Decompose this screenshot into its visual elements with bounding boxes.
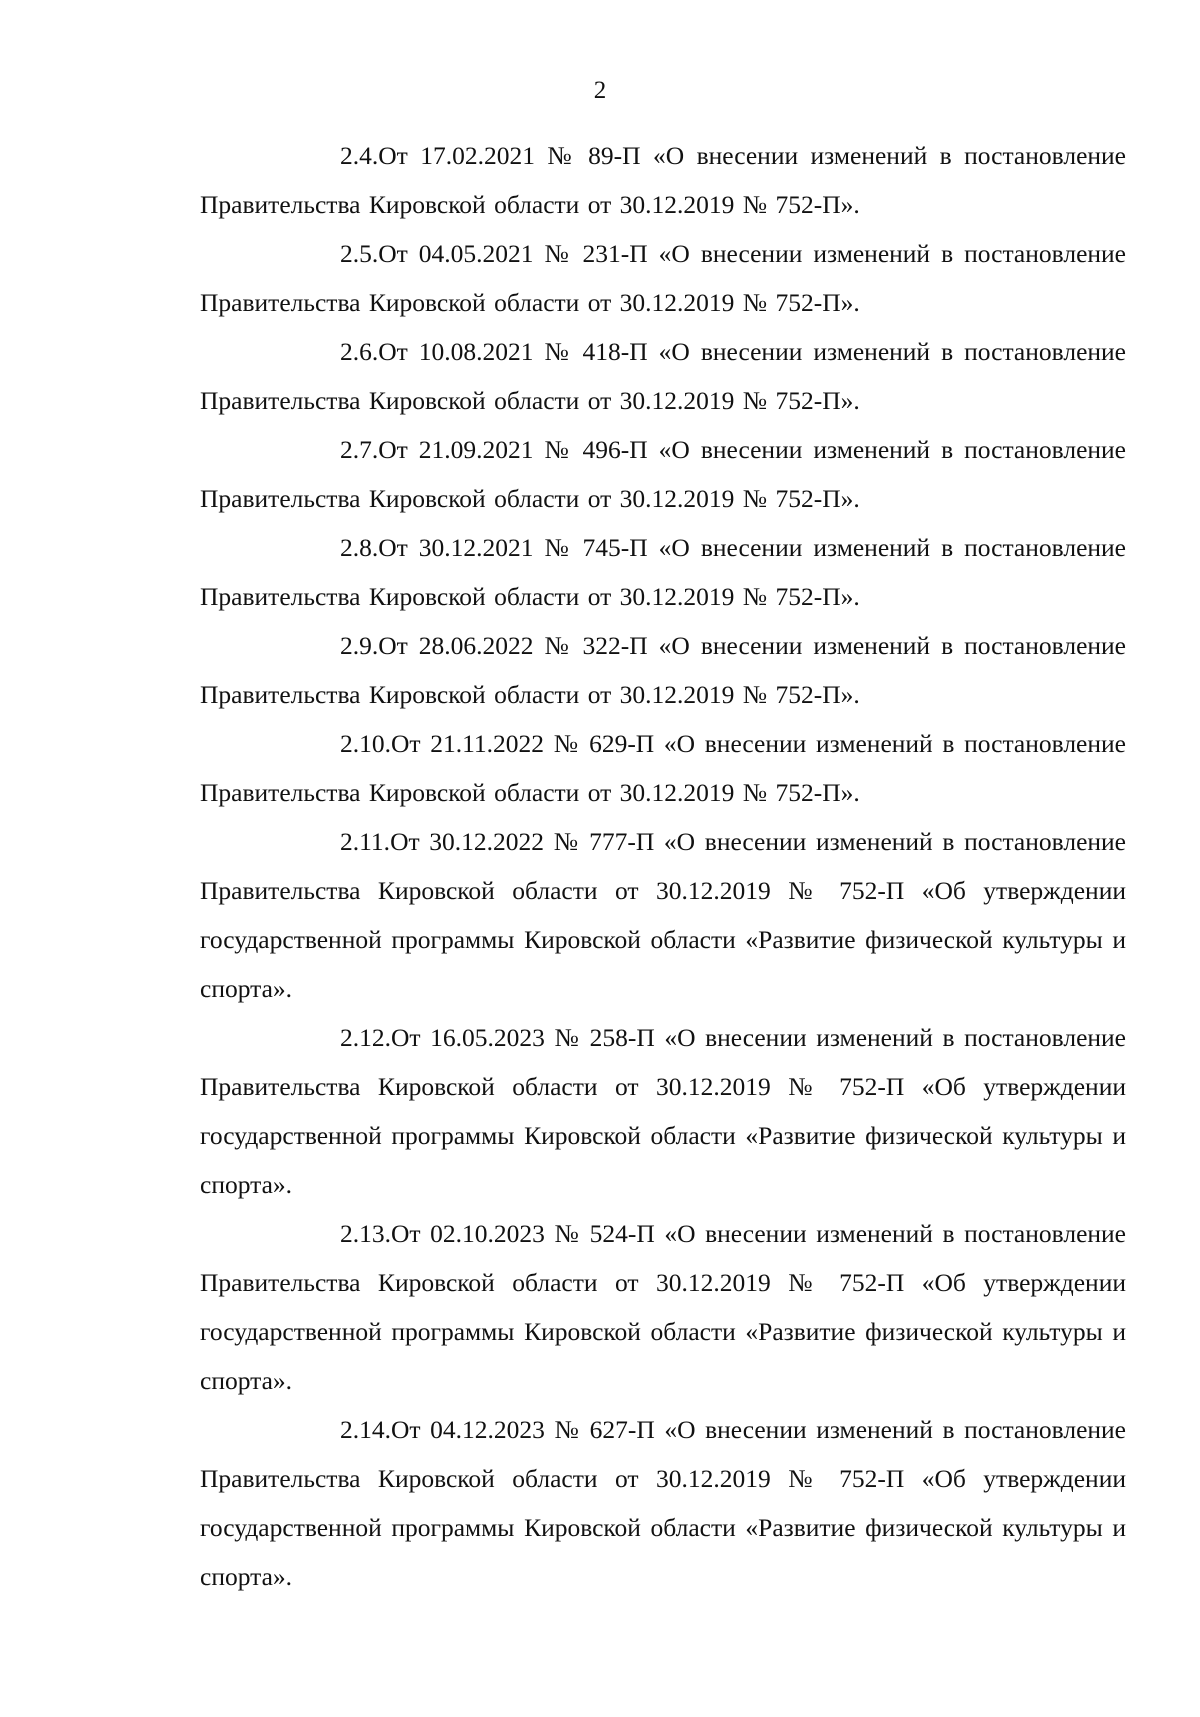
- item-number: 2.14.: [340, 1415, 391, 1444]
- item-number: 2.4.: [340, 141, 379, 170]
- item-number: 2.8.: [340, 533, 379, 562]
- list-item: [200, 523, 1126, 621]
- item-text: От 04.12.2023 № 627-П «О внесении изменений в постановление Правительства Кировской области от 30.12.2019 № 752-П «Об утверждении государственной программы Кировской области «Развитие физической культуры и спорта».: [200, 1415, 1126, 1591]
- list-item: [200, 817, 1126, 1013]
- list-item: [200, 621, 1126, 719]
- item-number: 2.7.: [340, 435, 379, 464]
- item-number: 2.12.: [340, 1023, 391, 1052]
- list-item: [200, 131, 1126, 229]
- item-number: 2.9.: [340, 631, 379, 660]
- item-text: От 30.12.2022 № 777-П «О внесении изменений в постановление Правительства Кировской области от 30.12.2019 № 752-П «Об утверждении государственной программы Кировской области «Развитие физической культуры и спорта».: [200, 827, 1126, 1003]
- item-number: 2.13.: [340, 1219, 391, 1248]
- item-text: От 28.06.2022 № 322-П «О внесении изменений в постановление Правительства Кировской области от 30.12.2019 № 752-П».: [200, 631, 1126, 709]
- item-number: 2.6.: [340, 337, 379, 366]
- page-number: 2: [593, 77, 607, 104]
- item-text: От 30.12.2021 № 745-П «О внесении изменений в постановление Правительства Кировской области от 30.12.2019 № 752-П».: [200, 533, 1126, 611]
- item-text: От 21.09.2021 № 496-П «О внесении изменений в постановление Правительства Кировской области от 30.12.2019 № 752-П».: [200, 435, 1126, 513]
- item-number: 2.11.: [340, 827, 391, 856]
- list-item: [200, 229, 1126, 327]
- item-text: От 04.05.2021 № 231-П «О внесении изменений в постановление Правительства Кировской области от 30.12.2019 № 752-П».: [200, 239, 1126, 317]
- list-item: [200, 1209, 1126, 1405]
- list-item: [200, 425, 1126, 523]
- item-number: 2.5.: [340, 239, 379, 268]
- list-item: [200, 1013, 1126, 1209]
- document-body: [200, 131, 1126, 1601]
- list-item: [200, 719, 1126, 817]
- item-text: От 17.02.2021 № 89-П «О внесении изменений в постановление Правительства Кировской области от 30.12.2019 № 752-П».: [200, 141, 1126, 219]
- item-text: От 16.05.2023 № 258-П «О внесении изменений в постановление Правительства Кировской области от 30.12.2019 № 752-П «Об утверждении государственной программы Кировской области «Развитие физической культуры и спорта».: [200, 1023, 1126, 1199]
- item-text: От 02.10.2023 № 524-П «О внесении изменений в постановление Правительства Кировской области от 30.12.2019 № 752-П «Об утверждении государственной программы Кировской области «Развитие физической культуры и спорта».: [200, 1219, 1126, 1395]
- list-item: [200, 1405, 1126, 1601]
- list-item: [200, 327, 1126, 425]
- item-text: От 21.11.2022 № 629-П «О внесении изменений в постановление Правительства Кировской области от 30.12.2019 № 752-П».: [200, 729, 1126, 807]
- item-text: От 10.08.2021 № 418-П «О внесении изменений в постановление Правительства Кировской области от 30.12.2019 № 752-П».: [200, 337, 1126, 415]
- item-number: 2.10.: [340, 729, 391, 758]
